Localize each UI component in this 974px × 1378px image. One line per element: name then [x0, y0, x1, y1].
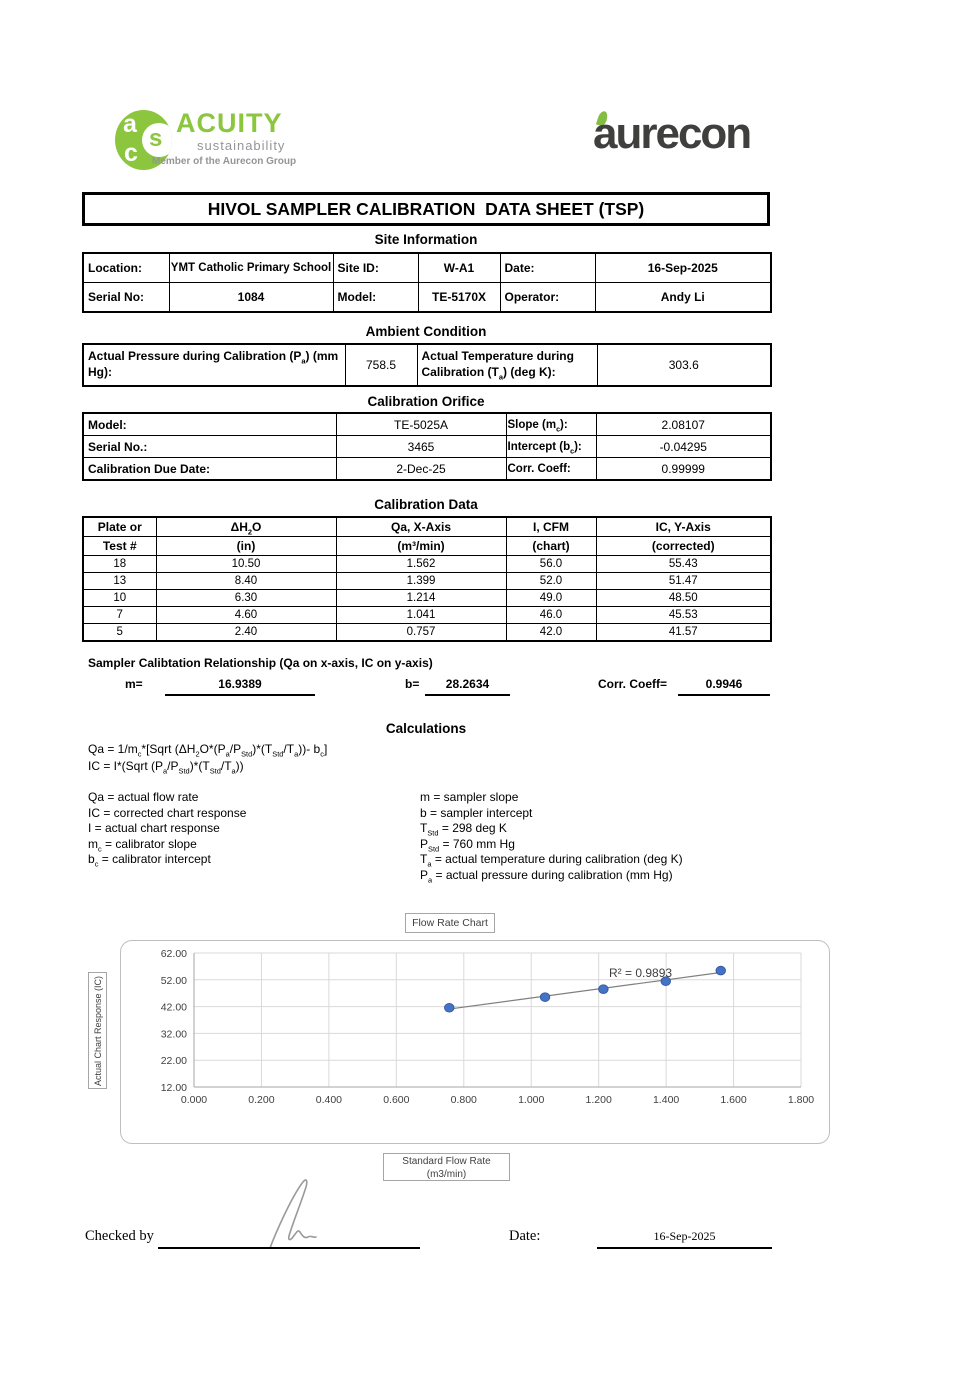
def-line: m = sampler slope [420, 790, 519, 804]
definitions-left [88, 790, 246, 868]
calculations-heading: Calculations [385, 721, 467, 736]
location-value: YMT Catholic Primary School [169, 253, 333, 283]
m-value: 16.9389 [218, 677, 262, 691]
cell: 52.0 [506, 573, 596, 590]
col-header-plate: Plate or [83, 517, 156, 537]
orifice-serial-value: 3465 [336, 436, 506, 458]
cell: 1.041 [336, 607, 506, 624]
rel-corr-label: Corr. Coeff= [598, 677, 668, 691]
cell: 1.562 [336, 556, 506, 573]
col-header-dh2o: $\Delta H_2O$ [156, 517, 336, 537]
caldata-heading: Calibration Data [374, 497, 478, 512]
table-row [83, 344, 771, 386]
orifice-model-label: Model: [83, 413, 336, 436]
acuity-monogram-a: a [123, 110, 137, 138]
cell: 10.50 [156, 556, 336, 573]
svg-text:0.800: 0.800 [450, 1094, 477, 1106]
table-row [83, 283, 771, 313]
table-row [83, 624, 771, 642]
table-row [83, 253, 771, 283]
corr-coeff-label: Corr. Coeff: [506, 458, 596, 481]
footer-date-value: 16-Sep-2025 [653, 1229, 716, 1243]
formula-ic: IC = I*(Sqrt $(P_a/P_{Std})*(T_{Std}/T_a)$) [88, 759, 244, 776]
svg-text:52.00: 52.00 [160, 974, 187, 987]
svg-text:12.00: 12.00 [160, 1082, 187, 1094]
definitions-right [420, 790, 683, 883]
def-line: $m_c$ = calibrator slope [88, 836, 197, 853]
temperature-value: 303.6 [597, 344, 771, 386]
svg-text:1.200: 1.200 [585, 1094, 612, 1106]
acuity-logo-tagline: sustainability [197, 138, 286, 153]
slope-value: 2.08107 [596, 413, 771, 436]
cell: 51.47 [596, 573, 771, 590]
header-row [83, 537, 771, 556]
cell: 18 [83, 556, 156, 573]
col-subheader-corrected: (corrected) [596, 537, 771, 556]
svg-text:0.600: 0.600 [383, 1094, 410, 1106]
svg-text:0.000: 0.000 [180, 1094, 208, 1106]
corr-underline [678, 694, 770, 696]
cell: 0.757 [336, 624, 506, 642]
pressure-label: Actual Pressure during Calibration $(P_a)$ (mm Hg): [83, 344, 345, 386]
col-subheader-test: Test # [83, 537, 156, 556]
table-row [83, 573, 771, 590]
cell: 42.0 [506, 624, 596, 642]
corr-coeff-value: 0.99999 [596, 458, 771, 481]
b-value: 28.2634 [445, 677, 490, 691]
operator-value: Andy Li [595, 283, 771, 313]
flow-rate-chart [120, 940, 830, 1144]
svg-text:R² = 0.9893: R² = 0.9893 [609, 966, 673, 980]
location-label: Location: [83, 253, 169, 283]
cell: 1.214 [336, 590, 506, 607]
svg-text:1.800: 1.800 [787, 1094, 815, 1106]
table-row [83, 556, 771, 573]
table-row [83, 458, 771, 481]
cell: 45.53 [596, 607, 771, 624]
def-line: Qa = actual flow rate [88, 790, 199, 804]
table-row [83, 607, 771, 624]
svg-text:62.00: 62.00 [160, 948, 187, 960]
cell: 56.0 [506, 556, 596, 573]
m-label: m= [125, 677, 143, 691]
col-header-icfm: I, CFM [506, 517, 596, 537]
formula-qa: $Qa = 1/m_c*[Sqrt$ $(\Delta H_2O*(P_a/P_{Std})*(T_{Std}/T_a))-$ $b_c$] [88, 742, 328, 759]
orifice-model-value: TE-5025A [336, 413, 506, 436]
svg-text:42.00: 42.00 [160, 1001, 187, 1014]
svg-text:32.00: 32.00 [160, 1028, 187, 1041]
svg-text:1.000: 1.000 [518, 1094, 545, 1106]
orifice-serial-label: Serial No.: [83, 436, 336, 458]
def-line: $P_{Std} = 760$ mm Hg [420, 836, 515, 853]
col-subheader-in: (in) [156, 537, 336, 556]
chart-x-axis-label-line1: Standard Flow Rate [402, 1156, 491, 1167]
checked-by-label: Checked by [85, 1228, 154, 1244]
cell: 4.60 [156, 607, 336, 624]
def-line: I = actual chart response [88, 821, 220, 835]
site-info-table [82, 252, 772, 313]
relationship-heading: Sampler Calibtation Relationship (Qa on x-axis, IC on y-axis) [88, 656, 433, 670]
cell: 48.50 [596, 590, 771, 607]
acuity-logo-name: ACUITY [176, 108, 283, 138]
svg-text:22.00: 22.00 [160, 1055, 187, 1068]
signature [256, 1178, 338, 1250]
table-row [83, 590, 771, 607]
b-label: b= [405, 677, 420, 691]
footer-date-line [597, 1247, 772, 1249]
orifice-table [82, 412, 772, 481]
cell: 5 [83, 624, 156, 642]
cell: 49.0 [506, 590, 596, 607]
def-line: $b_c$ = calibrator intercept [88, 852, 211, 869]
operator-label: Operator: [500, 283, 595, 313]
model-label: Model: [333, 283, 418, 313]
date-label: Date: [500, 253, 595, 283]
ambient-table [82, 343, 772, 387]
due-date-value: 2-Dec-25 [336, 458, 506, 481]
col-subheader-m3min: (m³/min) [336, 537, 506, 556]
cell: 46.0 [506, 607, 596, 624]
sheet-title: HIVOL SAMPLER CALIBRATION DATA SHEET (TSP) [82, 192, 770, 226]
date-value: 16-Sep-2025 [595, 253, 771, 283]
aurecon-logo: aurecon [593, 109, 751, 158]
cell: 7 [83, 607, 156, 624]
checked-by-line [158, 1247, 420, 1249]
chart-y-axis-label [88, 972, 107, 1089]
svg-text:0.200: 0.200 [248, 1094, 275, 1106]
chart-title-box: Flow Rate Chart [405, 913, 495, 933]
svg-text:0.400: 0.400 [315, 1094, 343, 1106]
calibration-data-table [82, 516, 772, 642]
cell: 10 [83, 590, 156, 607]
serial-no-value: 1084 [169, 283, 333, 313]
slope-label: Slope $(m_c)$: [506, 413, 596, 436]
temperature-label: Actual Temperature during Calibration $(T_a)$ (deg K): [417, 344, 597, 386]
serial-no-label: Serial No: [83, 283, 169, 313]
table-row [83, 436, 771, 458]
intercept-label: Intercept $(b_c)$: [506, 436, 596, 458]
intercept-value: -0.04295 [596, 436, 771, 458]
cell: 6.30 [156, 590, 336, 607]
chart-x-axis-label-line2: (m3/min) [426, 1169, 467, 1180]
svg-text:1.600: 1.600 [720, 1094, 747, 1106]
cell: 13 [83, 573, 156, 590]
cell: 8.40 [156, 573, 336, 590]
footer-date-label: Date: [509, 1228, 541, 1244]
m-underline [165, 694, 315, 696]
cell: 2.40 [156, 624, 336, 642]
ambient-heading: Ambient Condition [365, 324, 487, 339]
def-line: $T_{Std} = 298$ deg K [420, 821, 507, 838]
cell: 41.57 [596, 624, 771, 642]
def-line: IC = corrected chart response [88, 805, 247, 820]
svg-text:1.400: 1.400 [652, 1094, 680, 1106]
chart-x-axis-label [383, 1153, 510, 1181]
cell: 55.43 [596, 556, 771, 573]
chart-y-axis-label-text: Actual Chart Response (IC) [92, 975, 103, 1086]
site-id-label: Site ID: [333, 253, 418, 283]
rel-corr-value: 0.9946 [705, 677, 743, 691]
def-line: $P_a$ = actual pressure during calibration (mm Hg) [420, 867, 673, 884]
orifice-heading: Calibration Orifice [367, 394, 485, 409]
acuity-monogram-c: c [124, 139, 138, 167]
def-line: b = sampler intercept [420, 805, 533, 820]
cell: 1.399 [336, 573, 506, 590]
acuity-monogram-s: s [149, 125, 163, 152]
col-header-qa: Qa, X-Axis [336, 517, 506, 537]
model-value: TE-5170X [418, 283, 500, 313]
site-info-heading: Site Information [374, 232, 478, 247]
pressure-value: 758.5 [345, 344, 417, 386]
due-date-label: Calibration Due Date: [83, 458, 336, 481]
def-line: $T_a$ = actual temperature during calibration (deg K) [420, 852, 683, 869]
col-header-ic: IC, Y-Axis [596, 517, 771, 537]
header-row [83, 517, 771, 537]
flow-rate-chart-plot [121, 941, 828, 1142]
b-underline [425, 694, 510, 696]
acuity-member-line: Member of the Aurecon Group [152, 156, 297, 167]
site-id-value: W-A1 [418, 253, 500, 283]
table-row [83, 413, 771, 436]
col-subheader-chart: (chart) [506, 537, 596, 556]
